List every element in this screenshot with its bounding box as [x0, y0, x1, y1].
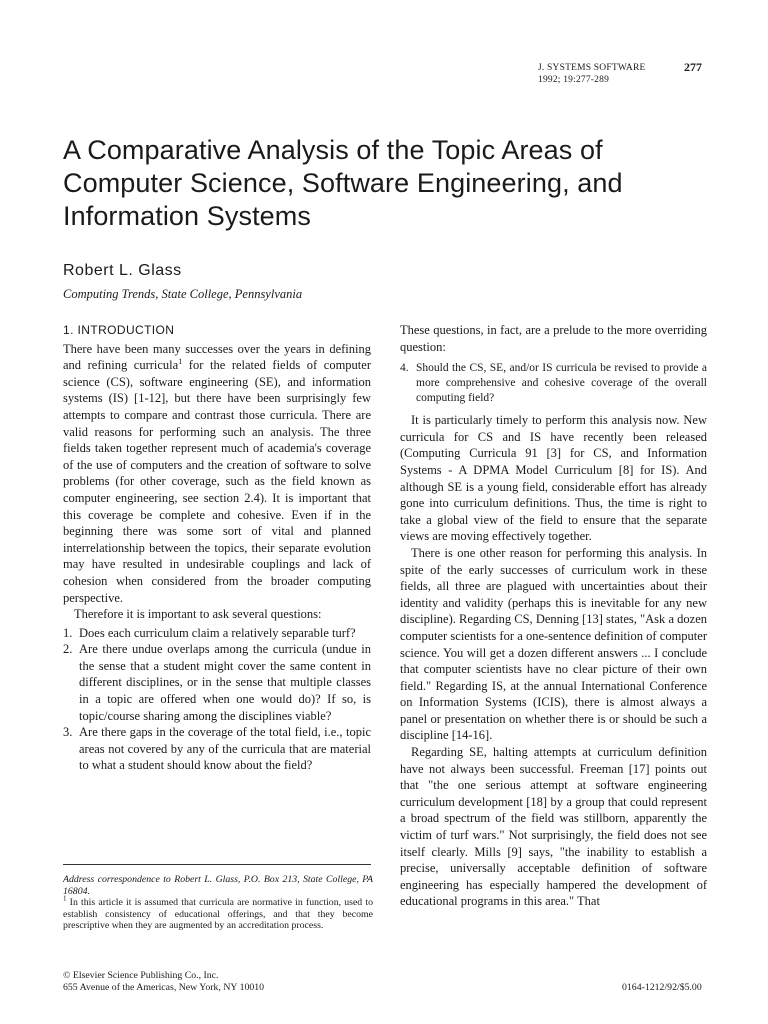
question-text: Are there gaps in the coverage of the total field, i.e., topic areas not covered by any of the curricula that are material to what a student should know about the field? — [79, 725, 371, 773]
publisher-address: 655 Avenue of the Americas, New York, NY 10010 — [63, 981, 265, 993]
journal-volume: 1992; 19:277-289 — [538, 75, 610, 85]
question-number: 1. — [63, 625, 73, 640]
question-text: Should the CS, SE, and/or IS curricula be revised to provide a more comprehensive and cohesive coverage of the overall computing field? — [416, 362, 707, 405]
correspondence-address: Address correspondence to Robert L. Glass, P.O. Box 213, State College, PA 16804. — [63, 874, 373, 897]
footnote-divider — [63, 864, 371, 865]
author-affiliation: Computing Trends, State College, Pennsylvania — [63, 287, 303, 301]
paper-title: A Comparative Analysis of the Topic Areas of Computer Science, Software Engineering, and Information Systems — [63, 135, 623, 231]
page-number: 277 — [684, 60, 702, 74]
article-code: 0164-1212/92/$5.00 — [622, 982, 702, 993]
footnote-marker: 1 — [178, 357, 183, 367]
question-item — [400, 361, 707, 406]
right-paragraph-1: These questions, in fact, are a prelude to the more overriding question: — [400, 323, 707, 354]
right-paragraph-2: It is particularly timely to perform this analysis now. New curricula for CS and IS have recently been released (Computing Curricula 91 [3] for CS, and Information Systems - A DPMA Model Curriculum [8] for IS). And although SE is a young field, considerable effort has already gone into curriculum definitions. Thus, the time is right to take a global view of the field to ensure that the separate views are moving effectively together. — [400, 413, 707, 544]
footnote-1-marker: 1 — [63, 894, 67, 903]
question-number: 3. — [63, 725, 73, 740]
footnote-1 — [63, 894, 373, 932]
journal-citation — [538, 62, 646, 86]
question-text: Does each curriculum claim a relatively separable turf? — [79, 625, 356, 640]
footnote-1-text: In this article it is assumed that curricula are normative in function, used to establish consistency of educational offerings, and that they become prescriptive when they are augmented by an accreditation process. — [63, 897, 373, 932]
intro-paragraph-1-start: There have been many successes over the years in defining and refining curricula — [63, 341, 371, 373]
question-item — [63, 641, 371, 724]
left-column — [63, 322, 371, 774]
question-list — [63, 625, 371, 774]
question-text: Are there undue overlaps among the curricula (undue in the sense that a student might cover the same content in different disciplines, or in the sense that multiple classes in a topic are offered when one would do)? If so, is topic/course sharing among the disciplines viable? — [79, 642, 371, 723]
journal-name: J. SYSTEMS SOFTWARE — [538, 63, 646, 73]
question-item — [63, 625, 371, 642]
intro-paragraph-1 — [63, 341, 371, 607]
section-heading: 1. INTRODUCTION — [63, 323, 175, 337]
footnotes — [63, 874, 373, 932]
question-number: 2. — [63, 642, 73, 657]
publisher-copyright: © Elsevier Science Publishing Co., Inc. — [63, 970, 219, 981]
right-paragraph-4: Regarding SE, halting attempts at curriculum definition have not always been successful. Freeman [17] points out that "the one serious attempt at software engineering curriculum development [18] by a group that could represent a broad spectrum of the field was stillborn, apparently the victim of turf wars." Not surprisingly, the field does not see itself clearly. Mills [9] says, "the inability to establish a precise, universally acceptable definition of software engineering has especially hampered the development of educational programs in this area." That — [400, 745, 707, 909]
publisher-info — [63, 970, 264, 993]
intro-paragraph-1-end: for the related fields of computer science (CS), software engineering (SE), and information systems (IS) [1-12], but there have been surprisingly few attempts to compare and contrast those curricula. There are valid reasons for performing such an analysis. The three fields taken together represent much of academia's coverage of the use of computers and the creation of software to solve problems (for other coverage, such as the field known as computer engineering, see section 2.4). It is important that this coverage be complete and cohesive. Even if in the beginning there was some sort of vital and planned interrelationship between the topics, their separate evolution may have resulted in undesirable couplings and lack of cohesion when considered from the broader computing perspective. — [63, 358, 371, 605]
question-item — [63, 724, 371, 774]
question-number: 4. — [400, 362, 409, 375]
question-list-2 — [400, 361, 707, 406]
author-name: Robert L. Glass — [63, 262, 182, 279]
right-paragraph-3: There is one other reason for performing this analysis. In spite of the early successes of curriculum work in these fields, all three are plagued with uncertainties about their identity and validity (perhaps this is inevitable for any new discipline). Regarding CS, Denning [13] states, "Ask a dozen computer scientists for a one-sentence definition of computer science. You will get a dozen different answers ... I conclude that computer scientists have no clear picture of their own field." Regarding IS, at the annual International Conference on Information Systems (ICIS), there is almost always a panel or presentation on whether there is or should be such a discipline [14-16]. — [400, 545, 707, 743]
right-column — [400, 322, 707, 910]
intro-paragraph-2: Therefore it is important to ask several questions: — [74, 607, 322, 622]
